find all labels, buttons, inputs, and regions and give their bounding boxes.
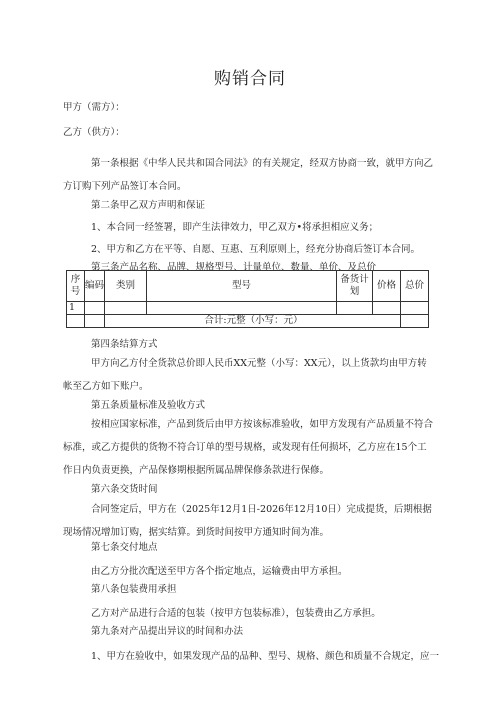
article-5 [63, 413, 435, 482]
table-cell [373, 302, 401, 315]
article-7-heading: 第七条交付地点 [91, 542, 158, 553]
col-header-code: 编码 [85, 271, 105, 302]
article-4-heading: 第四条结算方式 [91, 339, 158, 350]
article-7-text: 由乙方分批次配送至甲方各个指定地点，运输费由甲方承担。 [91, 566, 348, 577]
article-6-heading: 第六条交货时间 [91, 484, 158, 495]
article-8-heading: 第八条包装费用承担 [91, 584, 177, 595]
contract-title: 购销合同 [214, 69, 286, 89]
article-4-text: 甲方向乙方付全货款总价即人民币XX元整（小写：XX元），以上货款均由甲方转帐至乙方如下账户。 [63, 358, 427, 392]
article-5-text: 按相应国家标准，产品到货后由甲方按该标准验收，如甲方发现有产品质量不符合标准，或乙方提供的货物不符合订单的型号规格，或发现有任何损坏，乙方应在15个工作日内负责更换，产品保修期根据所属品牌保修条款进行保修。 [63, 419, 434, 476]
table-header-row [67, 271, 429, 302]
party-a-label: 甲方（需方）： [63, 102, 125, 113]
col-header-stock-plan: 备货计划 [337, 271, 373, 302]
table-cell [85, 315, 105, 328]
col-header-category: 类别 [105, 271, 147, 302]
article-2-item-1: 1、本合同一经签署，即产生法律效力，甲乙双方•将承担相应义务； [91, 222, 379, 233]
article-4 [63, 352, 435, 398]
article-9-item-1: 1、甲方在验收中，如果发现产品的品种、型号、规格、颜色和质量不合规定，应一 [91, 651, 440, 662]
article-2-item-2: 2、甲方和乙方在平等、自愿、互惠、互利原则上，经充分协商后签订本合同。 [91, 244, 421, 255]
table-row [67, 302, 429, 315]
col-header-total: 总价 [401, 271, 429, 302]
party-b-label: 乙方（供方）： [63, 127, 125, 138]
article-1-text: 第一条根据《中华人民共和国合同法》的有关规定，经双方协商一致，就甲方向乙方订购下列产品签订本合同。 [63, 158, 434, 192]
article-3-heading: 第三条产品名称、品牌、规格型号、计量单位、数量、单价、及总价 [91, 262, 377, 273]
col-header-price: 价格 [373, 271, 401, 302]
table-cell [337, 302, 373, 315]
article-5-heading: 第五条质量标准及验收方式 [91, 400, 206, 411]
article-6-text: 合同签定后，甲方在（2025年12月1日-2026年12月10日）完成提货，后期根据现场情况增加订购，据实结算。到货时间按甲方通知时间为准。 [63, 504, 432, 538]
table-cell [85, 302, 105, 315]
table-cell [105, 302, 147, 315]
article-2-heading: 第二条甲乙双方声明和保证 [91, 200, 206, 211]
article-9-heading: 第九条对产品提出异议的时间和办法 [91, 626, 244, 637]
table-cell [401, 302, 429, 315]
col-header-seq: 序号 [67, 271, 85, 302]
article-1 [63, 152, 435, 198]
table-total-row [67, 315, 429, 328]
article-8-text: 乙方对产品进行合适的包装（按甲方包装标准），包装费由乙方承担。 [91, 608, 381, 619]
table-cell [67, 315, 85, 328]
col-header-model: 型号 [147, 271, 337, 302]
total-amount-cell: 合计:元整（小写：元） [105, 315, 401, 328]
table-cell [147, 302, 337, 315]
row-1-seq: 1 [67, 302, 85, 315]
table-cell [401, 315, 429, 328]
product-table [66, 270, 429, 328]
article-6 [63, 498, 435, 544]
